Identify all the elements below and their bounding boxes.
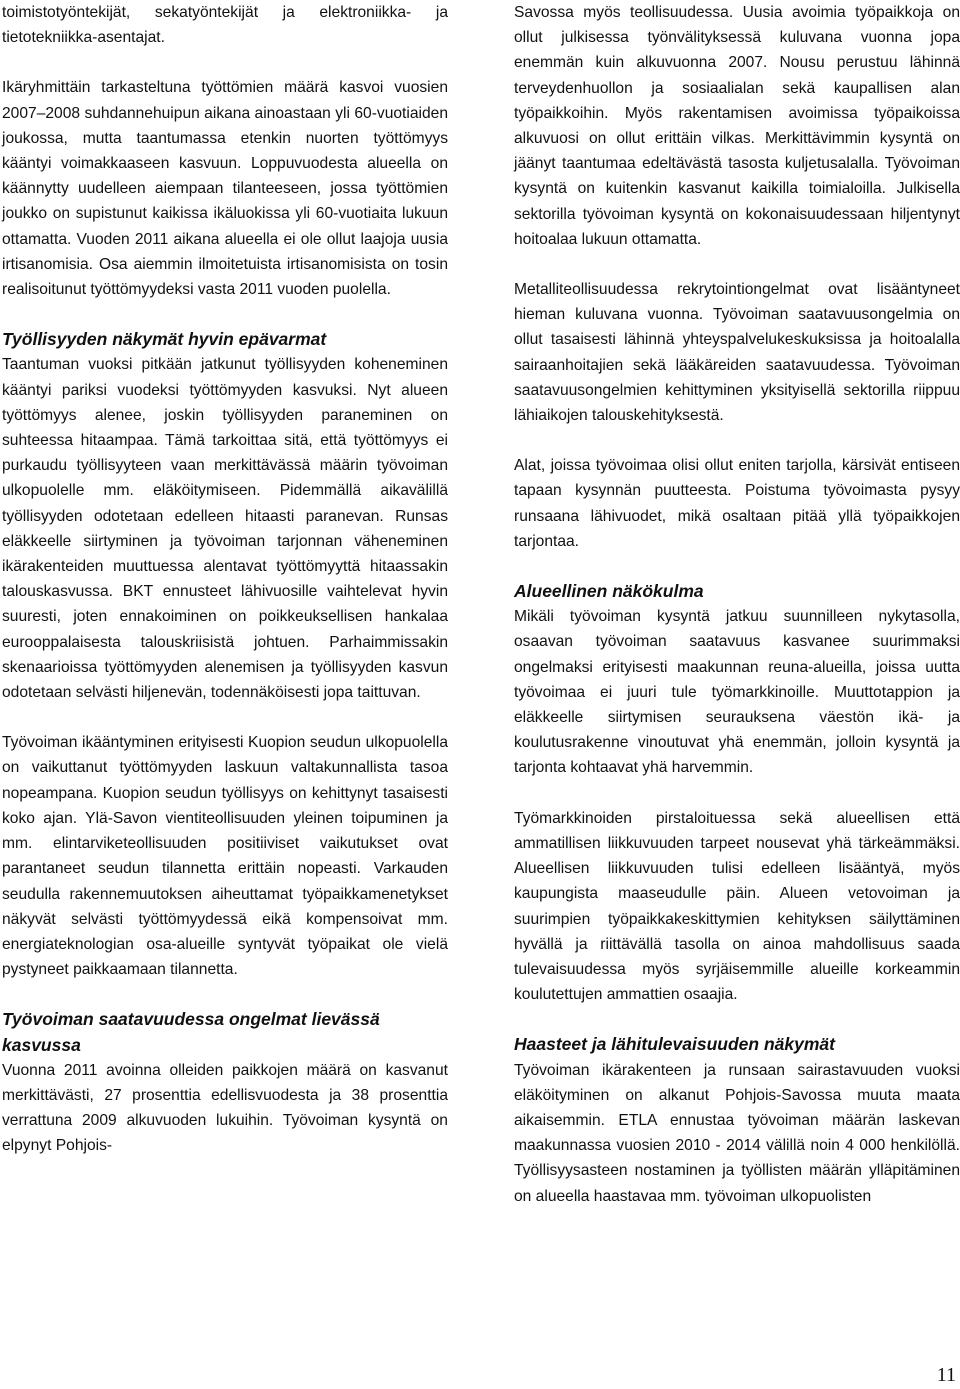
section-heading: Työvoiman saatavuudessa ongelmat lievässä kasvussa bbox=[2, 1009, 380, 1055]
paragraph: toimistotyöntekijät, sekatyöntekijät ja elektroniikka- ja tietotekniikka-asentajat. bbox=[2, 4, 448, 47]
paragraph: Taantuman vuoksi pitkään jatkunut työllisyyden koheneminen kääntyi pariksi vuodeksi työttömyyden kasvuksi. Nyt alueen työttömyys alenee, joskin työllisyyden paraneminen on suhteessa hitaampaa. Tämä tarkoittaa sitä, että työttömyys ei purkaudu työllisyyteen vaan merkittävässä määrin työvoiman ulkopuolelle mm. eläköitymiseen. Pidemmällä aikavälillä työllisyyden odotetaan edelleen hitaasti paranevan. Runsas eläkkeelle siirtyminen ja työvoiman tarjonnan väheneminen ikärakenteiden muuttuessa alentavat työttömyyttä hitaassakin talouskasvussa. BKT ennusteet lähivuosille vaihtelevat hyvin suuresti, joten ennakoiminen on poikkeuksellisen hankalaa eurooppalaisesta talouskriisistä johtuen. Parhaimmissakin skenaarioissa työttömyyden alenemisen ja työllisyyden kasvun odotetaan selvästi hiljenevän, todennäköisesti jopa taittuvan. bbox=[2, 356, 448, 702]
paragraph: Vuonna 2011 avoinna olleiden paikkojen määrä on kasvanut merkittävästi, 27 prosenttia edellisvuodesta ja 38 prosenttia verrattuna 2009 alkuvuoden lukuihin. Työvoiman kysyntä on elpynyt Pohjois- bbox=[2, 1061, 448, 1155]
paragraph: Ikäryhmittäin tarkasteltuna työttömien määrä kasvoi vuosien 2007–2008 suhdannehuipun aikana ainoastaan yli 60-vuotiaiden joukossa, mutta taantumassa etenkin nuorten työttömyys kääntyi voimakkaaseen kasvuun. Loppuvuodesta alueella on käännytty uudelleen aiempaan tilanteeseen, jossa työttömien joukko on supistunut kaikissa ikäluokissa yli 60-vuotiaita lukuun ottamatta. Vuoden 2011 aikana alueella ei ole ollut laajoja uusia irtisanomisia. Osa aiemmin ilmoitetuista irtisanomisista on tosin realisoitunut työttömyydeksi vasta 2011 vuoden puolella. bbox=[2, 79, 448, 299]
paragraph: Metalliteollisuudessa rekrytointiongelmat ovat lisääntyneet hieman kuluvana vuonna. Työvoiman saatavuusongelmia on ollut tasaisesti lähinnä yhteyspalvelukeskuksissa ja hoitoalalla sairaanhoitajien sekä lääkäreiden saatavuudessa. Työvoiman saatavuusongelmien kehittyminen yksityisellä sektorilla riippuu lähiaikojen talouskehityksestä. bbox=[514, 281, 960, 425]
paragraph: Työvoiman ikääntyminen erityisesti Kuopion seudun ulkopuolella on vaikuttanut työttömyyden laskuun valtakunnallista tasoa nopeampana. Kuopion seudun työllisyys on kehittynyt tasaisesti koko ajan. Ylä-Savon vientiteollisuuden yleinen toipuminen ja mm. elintarviketeollisuuden positiiviset vaikutukset ovat parantaneet seudun tilannetta erittäin nopeasti. Varkauden seudulla rakennemuutoksen aiheuttamat työpaikkamenetykset näkyvät selvästi työttömyydessä eikä kompensoivat mm. energiateknologian osa-alueille syntyvät työpaikat ole vielä pystyneet paikkaamaan tilannetta. bbox=[2, 734, 448, 979]
paragraph: Alat, joissa työvoimaa olisi ollut eniten tarjolla, kärsivät entiseen tapaan kysynnän puutteesta. Poistuma työvoimasta pysyy runsaana lähivuodet, mikä osaltaan pitää yllä työpaikkojen tarjontaa. bbox=[514, 457, 960, 550]
right-column bbox=[514, 0, 960, 1209]
section-heading: Alueellinen näkökulma bbox=[514, 581, 704, 602]
section-heading: Haasteet ja lähitulevaisuuden näkymät bbox=[514, 1034, 835, 1055]
paragraph: Työvoiman ikärakenteen ja runsaan sairastavuuden vuoksi eläköityminen on alkanut Pohjois-Savossa muuta maata aikaisemmin. ETLA ennustaa työvoiman määrän laskevan maakunnassa vuosien 2010 - 2014 välillä noin 4 000 henkilöllä. Työllisyysasteen nostaminen ja työllisten määrän ylläpitäminen on alueella haastavaa mm. työvoiman ulkopuolisten bbox=[514, 1061, 960, 1205]
paragraph: Savossa myös teollisuudessa. Uusia avoimia työpaikkoja on ollut julkisessa työnvälityksessä kuluvana vuonna jopa enemmän kuin alkuvuonna 2007. Nousu perustuu lähinnä terveydenhuollon ja sosiaalialan sekä kaupallisen alan työpaikkoihin. Myös rakentamisen avoimissa työpaikoissa alkuvuosi on ollut erittäin vilkas. Merkittävimmin kysyntä on jäänyt taantumaa edeltävästä tasosta kuljetusalalla. Työvoiman kysyntä on kuitenkin kasvanut kaikilla toimialoilla. Julkisella sektorilla työvoiman kysyntä on kokonaisuudessaan hiljentynyt hoitoalaa lukuun ottamatta. bbox=[514, 4, 960, 248]
left-column bbox=[2, 0, 448, 1159]
paragraph: Mikäli työvoiman kysyntä jatkuu suunnilleen nykytasolla, osaavan työvoiman saatavuus kasvanee suurimmaksi ongelmaksi erityisesti maakunnan reuna-alueilla, joissa uutta työvoimaa ei juuri tule työmarkkinoille. Muuttotappion ja eläkkeelle siirtymisen seurauksena väestön ikä- ja koulutusrakenne vinoutuvat yhä enemmän, jolloin kysyntä ja tarjonta kohtaavat yhä harvemmin. bbox=[514, 608, 960, 777]
paragraph: Työmarkkinoiden pirstaloituessa sekä alueellisen että ammatillisen liikkuvuuden tarpeet nousevat yhä tärkeämmäksi. Alueellisen liikkuvuuden tulisi edelleen lisääntyä, myös kaupungista maaseudulle päin. Alueen vetovoiman ja suurimpien työpaikkakeskittymien kehityksen säilyttäminen hyvällä ja riittävällä tasolla on ainoa mahdollisuus saada tulevaisuudessa myös syrjäisemmille alueille korkeammin koulutettujen ammattien osaajia. bbox=[514, 809, 960, 1004]
page-number: 11 bbox=[936, 1364, 956, 1386]
section-heading: Työllisyyden näkymät hyvin epävarmat bbox=[2, 329, 327, 350]
